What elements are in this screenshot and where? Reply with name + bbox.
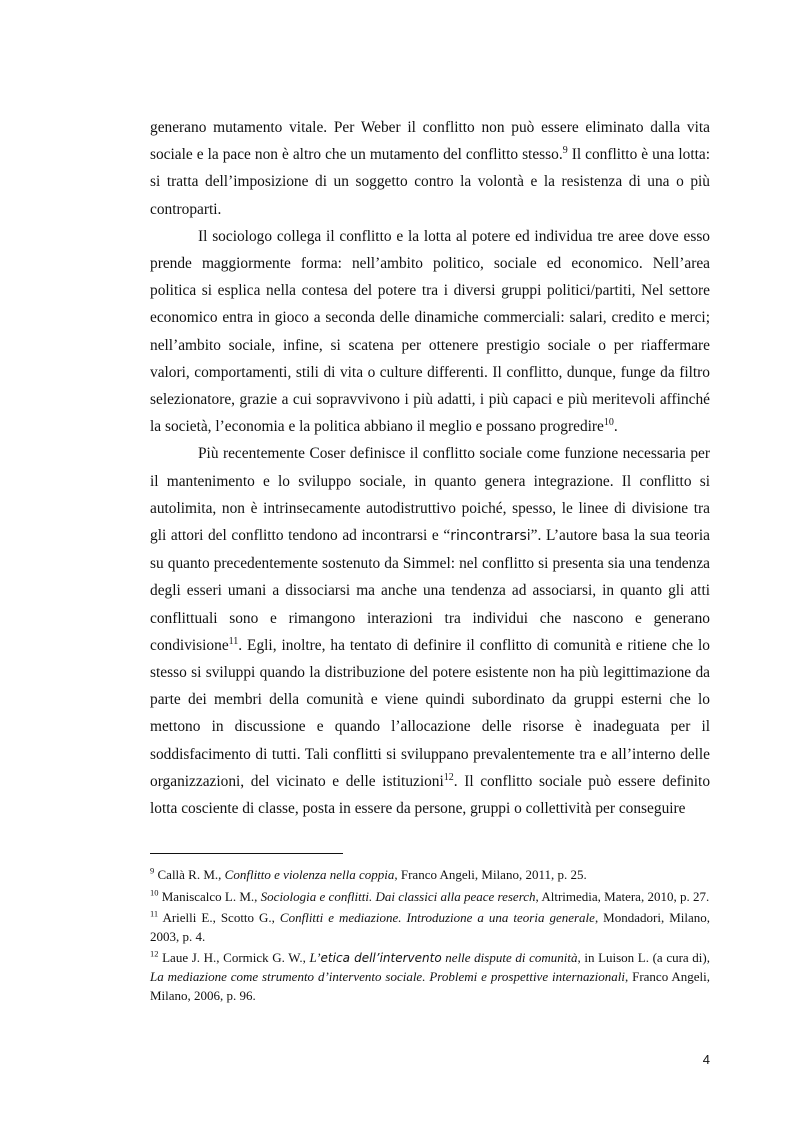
footnote-number: 11	[150, 908, 159, 919]
paragraph-1-text-cont: Il conflitto è una lotta: si tratta dell’imposizione di un soggetto contro la volontà e la resistenza di una o più controparti.	[150, 146, 710, 218]
footnote-title-cont: nelle dispute di comunità	[441, 950, 578, 966]
footnote-ref-10: 10	[603, 417, 614, 429]
footnote-publication: , Franco Angeli, Milano, 2011, p. 25.	[394, 867, 587, 882]
footnote-author: Laue J. H., Cormick G. W.,	[158, 950, 310, 966]
footnote-author: Maniscalco L. M.,	[158, 888, 261, 904]
footnote-title: Sociologia e conflitti. Dai classici alla peace reserch	[260, 888, 536, 904]
footnote-title-sans: etica dell’intervento	[320, 951, 442, 966]
quoted-term: rincontrarsi	[450, 528, 531, 545]
paragraph-3-text-cont: ”. L’autore basa la sua teoria su quanto precedentemente sostenuto da Simmel: nel conflitto si presenta sia una tendenza degli esseri umani a dissociarsi ma anche una tendenza ad associarsi, in quanto gli atti conflittuali sono e rimangono interazioni tra individui che nascono e generano condivisione	[150, 527, 710, 654]
footnote-number: 9	[150, 865, 155, 876]
footnote-separator	[150, 853, 343, 854]
paragraph-1-text: generano mutamento vitale. Per Weber il conflitto non può essere eliminato dalla vita sociale e la pace non è altro che un mutamento del conflitto stesso.	[150, 119, 710, 164]
page-number: 4	[702, 1052, 710, 1067]
footnote-10	[150, 888, 710, 907]
footnote-12	[150, 949, 710, 1005]
footnote-editor: , in Luison L. (a cura di),	[577, 950, 710, 966]
footnote-publication: , Altrimedia, Matera, 2010, p. 27.	[535, 888, 710, 904]
footnote-author: Callà R. M.,	[154, 867, 225, 882]
footnote-11	[150, 909, 710, 946]
footnote-title: Conflitti e mediazione. Introduzione a una teoria generale	[279, 910, 595, 926]
footnote-publication: , Mondadori, Milano, 2003, p. 4.	[150, 910, 710, 944]
paragraph-2-text-cont: .	[613, 418, 618, 436]
paragraph-3-text-cont-3: . Il conflitto sociale può essere definito lotta cosciente di classe, posta in essere da persone, gruppi o collettività per conseguire	[150, 772, 711, 818]
paragraph-3	[150, 440, 710, 822]
footnote-9	[150, 866, 710, 885]
footnotes	[150, 866, 710, 1008]
footnote-ref-9: 9	[562, 145, 568, 157]
paragraph-2-text: Il sociologo collega il conflitto e la lotta al potere ed individua tre aree dove esso prende maggiormente forma: nell’ambito politico, sociale ed economico. Nell’area politica si esplica nella contesa del potere tra i diversi gruppi politici/partiti, Nel settore economico entra in gioco a seconda delle dinamiche commerciali: salari, credito e merci; nell’ambito sociale, infine, si scatena per ottenere prestigio sociale o per riaffermare valori, comportamenti, stili di vita o culture differenti. Il conflitto, dunque, funge da filtro selezionatore, grazie a cui sopravvivono i più adatti, i più capaci e più meritevoli affinché la società, l’economia e la politica abbiano il meglio e possano progredire	[150, 227, 710, 436]
paragraph-2	[150, 223, 710, 441]
footnote-book-title: La mediazione come strumento d’intervento sociale. Problemi e prospettive internazionali	[150, 968, 625, 984]
paragraph-3-text: Più recentemente Coser definisce il conflitto sociale come funzione necessaria per il mantenimento e lo sviluppo sociale, in quanto genera integrazione. Il conflitto si autolimita, non è intrinsecamente autodistruttivo poiché, spesso, le linee di divisione tra gli attori del conflitto tendono ad incontrarsi e “	[150, 445, 710, 545]
paragraph-3-text-cont-2: . Egli, inoltre, ha tentato di definire il conflitto di comunità e ritiene che lo stesso si sviluppi quando la distribuzione del potere esistente non ha più legittimazione da parte dei membri della comunità e viene quindi subordinato da gruppi esterni che lo mettono in discussione e quando l’allocazione delle risorse è inadeguata per il soddisfacimento di tutti. Tali conflitti si sviluppano prevalentemente tra e all’interno delle organizzazioni, del vicinato e delle istituzioni	[150, 636, 710, 790]
footnote-ref-12: 12	[443, 771, 454, 783]
footnote-title: Conflitto e violenza nella coppia	[224, 867, 395, 882]
body-text	[150, 114, 710, 822]
footnote-title: L’	[309, 950, 321, 966]
footnote-number: 10	[150, 887, 159, 898]
footnote-number: 12	[150, 949, 159, 960]
footnote-publication: , Franco Angeli, Milano, 2006, p. 96.	[150, 968, 711, 1003]
footnote-author: Arielli E., Scotto G.,	[158, 910, 280, 926]
paragraph-1	[150, 114, 710, 223]
footnote-ref-11: 11	[228, 635, 239, 647]
